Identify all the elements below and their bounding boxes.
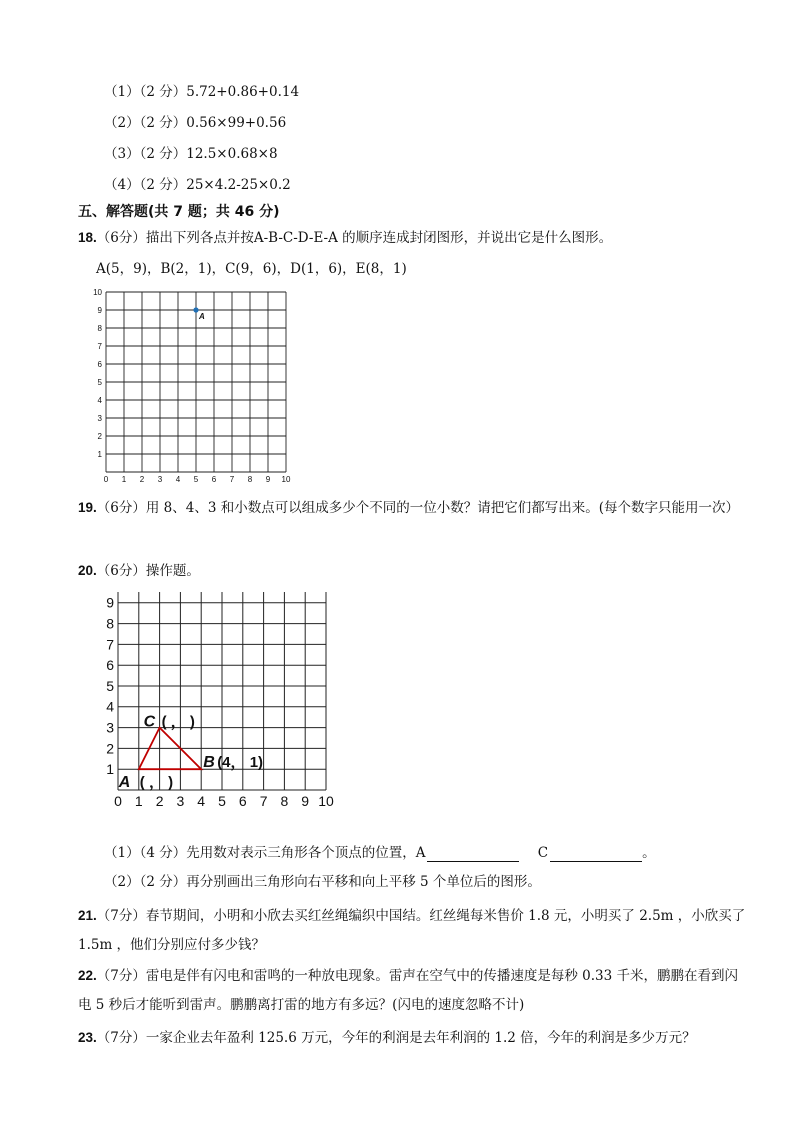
x-tick-label: 9 — [265, 475, 271, 484]
y-tick-label: 6 — [106, 657, 114, 674]
x-tick-label: 5 — [193, 475, 199, 484]
y-tick-label: 7 — [97, 341, 102, 351]
vertex-c-coord: ( ， ) — [161, 713, 195, 731]
question-number: 23. — [78, 1030, 97, 1045]
section-title: 五、解答题(共 7 题；共 46 分) — [78, 204, 280, 220]
question-number: 20. — [78, 563, 97, 578]
q18-points: A(5，9)，B(2，1)，C(9，6)，D(1，6)，E(8，1) — [96, 261, 407, 277]
x-tick-label: 9 — [301, 793, 310, 809]
answer-blank-c[interactable] — [550, 847, 642, 862]
y-tick-label: 5 — [106, 677, 114, 694]
x-tick-label: 7 — [259, 793, 268, 809]
y-tick-label: 3 — [97, 413, 102, 423]
sub1-text: （1）（4 分）先用数对表示三角形各个顶点的位置，A — [104, 845, 426, 861]
x-tick-label: 4 — [197, 793, 206, 809]
question-19 — [78, 493, 748, 523]
calc-item-label: （1）（2 分） — [104, 84, 187, 100]
calc-item-label: （3）（2 分） — [104, 146, 187, 162]
y-tick-label: 4 — [106, 698, 114, 715]
vertex-a-coord: ( ， ) — [139, 774, 174, 792]
y-tick-label: 6 — [97, 359, 102, 369]
y-tick-label: 7 — [106, 636, 114, 653]
question-number: 22. — [78, 968, 97, 983]
vertex-c-label: C — [143, 713, 156, 731]
x-tick-label: 8 — [280, 793, 289, 809]
vertex-b-coord: (4， 1) — [217, 754, 264, 772]
q20-grid — [92, 592, 362, 832]
x-tick-label: 3 — [176, 793, 185, 809]
x-tick-label: 6 — [211, 475, 217, 484]
question-18 — [78, 229, 612, 247]
calc-item-expr: 0.56×99+0.56 — [186, 115, 287, 131]
question-text: （7分）雷电是伴有闪电和雷鸣的一种放电现象。雷声在空气中的传播速度是每秒 0.33 千米，鹏鹏在看到闪电 5 秒后才能听到雷声。鹏鹏离打雷的地方有多远？(闪电的速度忽略不计) — [78, 968, 739, 1013]
x-tick-label: 2 — [139, 475, 145, 484]
question-text: （6分）用 8、4、3 和小数点可以组成多少个不同的一位小数？请把它们都写出来。(每个数字只能用一次） — [96, 500, 739, 516]
calc-item-4 — [104, 176, 291, 194]
y-tick-label: 2 — [106, 740, 114, 757]
calc-item-expr: 25×4.2-25×0.2 — [186, 177, 291, 193]
y-tick-label: 4 — [97, 395, 102, 405]
x-tick-label: 3 — [157, 475, 163, 484]
question-text: （7分）春节期间，小明和小欣去买红丝绳编织中国结。红丝绳每米售价 1.8 元，小明买了 2.5m ，小欣买了 1.5m ，他们分别应付多少钱？ — [78, 908, 746, 953]
x-tick-label: 10 — [318, 793, 334, 809]
question-text: （6分）操作题。 — [96, 563, 200, 579]
y-tick-label: 9 — [97, 305, 102, 315]
point-a-dot — [193, 307, 198, 312]
y-tick-label: 10 — [93, 287, 102, 297]
q18-grid — [88, 286, 298, 486]
x-tick-label: 10 — [281, 475, 291, 484]
x-tick-label: 8 — [247, 475, 253, 484]
x-tick-label: 0 — [103, 475, 109, 484]
y-tick-label: 8 — [106, 615, 114, 632]
x-tick-label: 5 — [218, 793, 226, 809]
x-tick-label: 2 — [155, 793, 164, 809]
question-22 — [78, 961, 748, 1020]
y-tick-label: 2 — [97, 431, 102, 441]
y-tick-label: 8 — [97, 323, 102, 333]
x-tick-label: 4 — [175, 475, 181, 484]
answer-blank-a[interactable] — [427, 847, 519, 862]
calc-item-3 — [104, 145, 278, 163]
calc-item-expr: 12.5×0.68×8 — [186, 146, 278, 162]
question-number: 19. — [78, 500, 97, 515]
question-21 — [78, 901, 748, 960]
calc-item-expr: 5.72+0.86+0.14 — [186, 84, 300, 100]
question-number: 21. — [78, 908, 97, 923]
x-tick-label: 6 — [238, 793, 247, 809]
x-tick-label: 7 — [229, 475, 235, 484]
sub1-end: 。 — [642, 845, 656, 861]
y-tick-label: 1 — [106, 761, 114, 778]
calc-item-1 — [104, 83, 299, 101]
point-a-label: A — [199, 312, 205, 321]
question-number: 18. — [78, 230, 97, 245]
y-tick-label: 9 — [106, 594, 114, 611]
calc-item-label: （4）（2 分） — [104, 177, 187, 193]
y-tick-label: 5 — [97, 377, 102, 387]
q20-sub1 — [104, 844, 656, 862]
x-tick-label: 0 — [114, 793, 122, 809]
question-text: （6分）描出下列各点并按A-B-C-D-E-A 的顺序连成封闭图形，并说出它是什么图形。 — [96, 230, 613, 246]
y-tick-label: 3 — [106, 719, 114, 736]
vertex-a-label: A — [118, 774, 131, 792]
question-20 — [78, 562, 200, 580]
calc-item-2 — [104, 114, 286, 132]
question-text: （7分）一家企业去年盈利 125.6 万元，今年的利润是去年利润的 1.2 倍，今年的利润是多少万元？ — [96, 1030, 696, 1046]
x-tick-label: 1 — [121, 475, 127, 484]
question-23 — [78, 1029, 696, 1047]
vertex-b-label: B — [203, 754, 215, 772]
q20-sub2: （2）（2 分）再分别画出三角形向右平移和向上平移 5 个单位后的图形。 — [104, 874, 541, 890]
sub1-c-label: C — [537, 845, 549, 861]
calc-item-label: （2）（2 分） — [104, 115, 187, 131]
x-tick-label: 1 — [134, 793, 143, 809]
y-tick-label: 1 — [97, 449, 102, 459]
